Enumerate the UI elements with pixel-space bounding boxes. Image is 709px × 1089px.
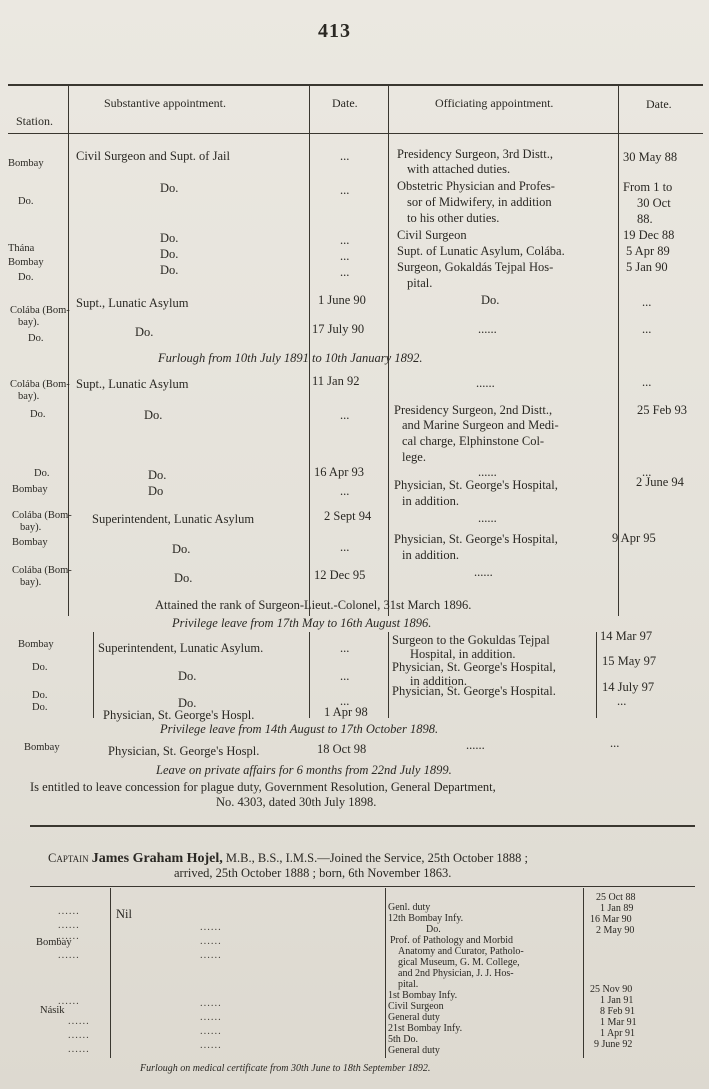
date2-cell: 15 May 97	[602, 654, 657, 668]
entry2-col-3	[583, 888, 584, 1058]
privilege-leave-note: Privilege leave from 17th May to 16th August 1896.	[172, 616, 432, 630]
appointment-date: 1 Jan 91	[600, 995, 634, 1006]
station-cell: Bombay	[24, 742, 60, 753]
officiating-cell: Physician, St. George's Hospital,	[392, 660, 556, 674]
leader-dots: ......	[200, 922, 222, 933]
substantive-cell: Superintendent, Lunatic Asylum	[92, 512, 255, 526]
date-cell: ...	[340, 149, 350, 163]
station-cell: Bombay	[8, 257, 44, 268]
entry2-col-1	[110, 888, 111, 1058]
officiating-cell-cont: sor of Midwifery, in addition	[407, 195, 552, 209]
appointment-date: 16 Mar 90	[590, 914, 632, 925]
date2-cell: 25 Feb 93	[637, 403, 687, 417]
officiating-cell: ......	[478, 511, 497, 525]
leader-dots: ......	[200, 998, 222, 1009]
appointment-item: Do.	[426, 924, 441, 935]
station-cell-cont: bay).	[18, 391, 40, 402]
date2-cell: 19 Dec 88	[623, 228, 675, 242]
appointment-item: 21st Bombay Infy.	[388, 1023, 463, 1034]
date-cell: 2 Sept 94	[324, 509, 372, 523]
officiating-cell: ......	[476, 376, 495, 390]
appointment-date: 1 Mar 91	[600, 1017, 637, 1028]
officiating-cell: Presidency Surgeon, 3rd Distt.,	[397, 147, 554, 161]
date2-cell-cont: 88.	[637, 212, 653, 226]
appointment-item: Prof. of Pathology and Morbid	[390, 935, 514, 946]
date-cell: ...	[340, 641, 350, 655]
entry2-table-top	[30, 886, 695, 887]
leader-dots: ......	[58, 920, 80, 931]
header-officiating: Officiating appointment.	[435, 96, 554, 110]
substantive-cell: Physician, St. George's Hospl.	[103, 708, 255, 722]
date2-cell: ...	[642, 375, 652, 389]
substantive-cell: Do.	[135, 325, 154, 339]
officiating-cell-cont: and Marine Surgeon and Medi-	[402, 418, 559, 432]
date2-cell: 9 Apr 95	[612, 531, 656, 545]
officiating-cell: Supt. of Lunatic Asylum, Colába.	[397, 244, 565, 258]
officer-rank: Captain	[48, 851, 89, 865]
officiating-cell: ......	[466, 738, 485, 752]
furlough-note: Furlough from 10th July 1891 to 10th January 1892.	[158, 351, 423, 365]
station-cell: Thána	[8, 243, 35, 254]
date-cell: 1 June 90	[318, 293, 366, 307]
substantive-cell: Do.	[174, 571, 193, 585]
leader-dots: ......	[68, 1030, 90, 1041]
furlough-note: Furlough on medical certificate from 30th June to 18th September 1892.	[140, 1063, 431, 1074]
date2-cell: ...	[617, 694, 627, 708]
date2-cell: ...	[610, 736, 620, 750]
officiating-cell: Do.	[481, 293, 500, 307]
date-cell: ...	[340, 265, 350, 279]
privilege-leave-note: Privilege leave from 14th August to 17th October 1898.	[160, 722, 439, 736]
officiating-cell-cont: Hospital, in addition.	[410, 647, 516, 661]
substantive-cell: Do.	[148, 468, 167, 482]
station-cell: Do.	[32, 662, 48, 673]
substantive-cell: Supt., Lunatic Asylum	[76, 296, 189, 310]
date2-cell: ...	[642, 295, 652, 309]
station-cell: Násik	[40, 1005, 65, 1016]
officiating-cell-cont: cal charge, Elphinstone Col-	[402, 434, 545, 448]
date2-cell: 30 May 88	[623, 150, 678, 164]
appointment-date: 9 June 92	[594, 1039, 633, 1050]
officiating-cell: Obstetric Physician and Profes-	[397, 179, 555, 193]
date2-cell: 5 Apr 89	[626, 244, 670, 258]
table-top-rule	[8, 84, 703, 86]
officiating-cell: ......	[478, 465, 497, 479]
station-cell: Do.	[30, 409, 46, 420]
date-cell: 1 Apr 98	[324, 705, 368, 719]
appointment-item: and 2nd Physician, J. J. Hos-	[398, 968, 514, 979]
station-cell: Bombay	[12, 484, 48, 495]
substantive-cell: Do	[148, 484, 164, 498]
station-cell: Colába (Bom-	[10, 379, 70, 390]
appointment-item: 12th Bombay Infy.	[388, 913, 464, 924]
leader-dots: ......	[68, 1044, 90, 1055]
leader-dots: ......	[200, 1012, 222, 1023]
substantive-cell: Do.	[160, 231, 179, 245]
leader-dots: ......	[200, 1040, 222, 1051]
leader-dots: ......	[200, 950, 222, 961]
appointment-item: Anatomy and Curator, Patholo-	[398, 946, 524, 957]
header-bottom-rule	[8, 133, 703, 134]
officiating-cell: Surgeon, Gokaldás Tejpal Hos-	[397, 260, 554, 274]
appointment-date: 25 Oct 88	[596, 892, 636, 903]
date-cell: 17 July 90	[312, 322, 365, 336]
leader-dots: ......	[200, 936, 222, 947]
appointment-item: 1st Bombay Infy.	[388, 990, 458, 1001]
leader-dots: ......	[58, 931, 80, 942]
date-cell: ...	[340, 669, 350, 683]
officiating-cell-cont: in addition.	[402, 548, 459, 562]
col-divider-1	[68, 86, 69, 616]
station-cell-cont: bay).	[20, 522, 42, 533]
substantive-cell: Do.	[160, 181, 179, 195]
appointment-item: General duty	[388, 1012, 440, 1023]
station-cell: Do.	[32, 702, 48, 713]
officiating-cell: Physician, St. George's Hospital,	[394, 532, 558, 546]
station-cell: Colába (Bom-	[10, 305, 70, 316]
date-cell: 18 Oct 98	[317, 742, 367, 756]
officiating-cell-cont: to his other duties.	[407, 211, 500, 225]
col-divider-g3-1	[93, 632, 94, 718]
leader-dots: ......	[58, 906, 80, 917]
substantive-cell: Superintendent, Lunatic Asylum.	[98, 641, 264, 655]
entry2-col-2	[385, 888, 386, 1058]
col-divider-g3-3	[388, 632, 389, 718]
date-cell: ...	[340, 249, 350, 263]
date2-cell-cont: 30 Oct	[637, 196, 671, 210]
officiating-cell: Physician, St. George's Hospital,	[394, 478, 558, 492]
date-cell: ...	[340, 694, 350, 708]
date2-cell: From 1 to	[623, 180, 673, 194]
station-cell: Bombay	[18, 639, 54, 650]
appointment-item: 5th Do.	[388, 1034, 418, 1045]
officiating-cell-cont: pital.	[407, 276, 433, 290]
nil-cell: Nil	[116, 907, 132, 921]
leader-dots: ......	[200, 1026, 222, 1037]
rank-note: Attained the rank of Surgeon-Lieut.-Colonel, 31st March 1896.	[155, 598, 472, 612]
station-cell: Do.	[18, 272, 34, 283]
station-cell-cont: bay).	[18, 317, 40, 328]
date2-cell: 5 Jan 90	[626, 260, 668, 274]
appointment-date: 1 Jan 89	[600, 903, 634, 914]
station-cell: Bombay	[36, 937, 72, 948]
station-cell: Colába (Bom-	[12, 565, 72, 576]
officiating-cell-cont: in addition.	[410, 674, 467, 688]
officiating-cell-cont: in addition.	[402, 494, 459, 508]
date-cell: 12 Dec 95	[314, 568, 366, 582]
concession-note: Is entitled to leave concession for plague duty, Government Resolution, General Department,	[30, 780, 496, 794]
officiating-cell: Surgeon to the Gokuldas Tejpal	[392, 633, 550, 647]
appointment-item: Civil Surgeon	[388, 1001, 444, 1012]
date-cell: ...	[340, 408, 350, 422]
leader-dots: ......	[58, 950, 80, 961]
appointment-date: 2 May 90	[596, 925, 635, 936]
appointment-item: gical Museum, G. M. College,	[398, 957, 520, 968]
station-cell-cont: bay).	[20, 577, 42, 588]
header-date: Date.	[332, 96, 358, 110]
date-cell: ...	[340, 183, 350, 197]
appointment-item: General duty	[388, 1045, 440, 1056]
officer-name: James Graham Hojel,	[91, 851, 223, 866]
officiating-cell: Physician, St. George's Hospital.	[392, 684, 556, 698]
date2-cell: 14 July 97	[602, 680, 655, 694]
officer-details: M.B., B.S., I.M.S.—Joined the Service, 25th October 1888 ;	[225, 851, 528, 865]
page-number: 413	[318, 20, 351, 42]
station-cell: Bombay	[8, 158, 44, 169]
substantive-cell: Do.	[160, 247, 179, 261]
leader-dots: ......	[68, 1016, 90, 1027]
date2-cell: 14 Mar 97	[600, 629, 653, 643]
officiating-cell: Presidency Surgeon, 2nd Distt.,	[394, 403, 553, 417]
appointment-date: 25 Nov 90	[590, 984, 633, 995]
station-cell: Do.	[32, 690, 48, 701]
officer-details-cont: arrived, 25th October 1888 ; born, 6th November 1863.	[174, 866, 452, 880]
date-cell: ...	[340, 233, 350, 247]
appointment-date: 1 Apr 91	[600, 1028, 635, 1039]
col-divider-g3-4	[596, 632, 597, 718]
officer-heading	[48, 851, 528, 866]
station-cell: Do.	[28, 333, 44, 344]
officiating-cell: Civil Surgeon	[397, 228, 467, 242]
appointment-item: pital.	[398, 979, 419, 990]
header-station: Station.	[16, 114, 54, 128]
substantive-cell: Physician, St. George's Hospl.	[108, 744, 260, 758]
concession-note-cont: No. 4303, dated 30th July 1898.	[216, 795, 377, 809]
substantive-cell: Supt., Lunatic Asylum	[76, 377, 189, 391]
date-cell: ...	[340, 540, 350, 554]
station-cell: Colába (Bom-	[12, 510, 72, 521]
officiating-cell-cont: lege.	[402, 450, 426, 464]
date-cell: ...	[340, 484, 350, 498]
station-cell: Do.	[34, 468, 50, 479]
header-substantive: Substantive appointment.	[104, 96, 226, 110]
substantive-cell: Civil Surgeon and Supt. of Jail	[76, 149, 230, 163]
private-leave-note: Leave on private affairs for 6 months from 22nd July 1899.	[156, 763, 452, 777]
substantive-cell: Do.	[178, 696, 197, 710]
appointment-date: 8 Feb 91	[600, 1006, 635, 1017]
officiating-cell: ......	[478, 322, 497, 336]
substantive-cell: Do.	[144, 408, 163, 422]
col-divider-g3-2	[309, 632, 310, 718]
substantive-cell: Do.	[172, 542, 191, 556]
date2-cell: ...	[642, 322, 652, 336]
station-cell: Bombay	[12, 537, 48, 548]
date-cell: 16 Apr 93	[314, 465, 364, 479]
appointment-item: Genl. duty	[388, 902, 431, 913]
date2-cell: 2 June 94	[636, 475, 684, 489]
date-cell: 11 Jan 92	[312, 374, 360, 388]
officiating-cell-cont: with attached duties.	[407, 162, 511, 176]
officiating-cell: ......	[474, 565, 493, 579]
section-separator	[30, 825, 695, 827]
leader-dots: ......	[58, 996, 80, 1007]
station-cell: Do.	[18, 196, 34, 207]
substantive-cell: Do.	[160, 263, 179, 277]
date2-cell: ...	[642, 465, 652, 479]
substantive-cell: Do.	[178, 669, 197, 683]
header-date-2: Date.	[646, 97, 672, 111]
